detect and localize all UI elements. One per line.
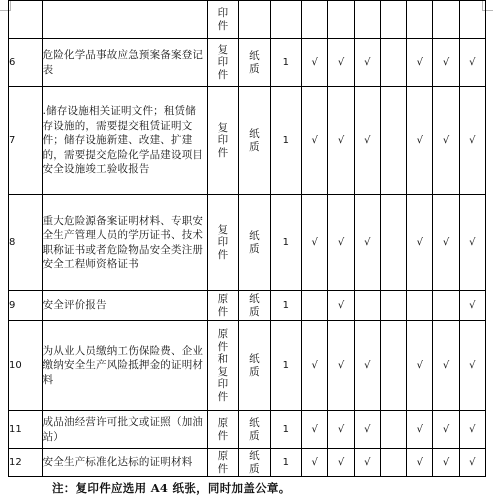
check-mark xyxy=(380,291,406,321)
cell-name xyxy=(42,1,207,39)
check-mark: √ xyxy=(459,411,485,449)
check-mark: √ xyxy=(459,449,485,477)
check-mark: √ xyxy=(302,411,328,449)
document-name: 为从业人员缴纳工伤保险费、企业缴纳安全生产风险抵押金的证明材料 xyxy=(42,321,207,411)
cell-check xyxy=(354,1,380,39)
table-row xyxy=(9,87,486,195)
row-number: 6 xyxy=(9,39,43,87)
check-mark: √ xyxy=(302,195,328,291)
check-mark xyxy=(302,291,328,321)
cell-check xyxy=(459,1,485,39)
check-mark: √ xyxy=(302,87,328,195)
materials-table xyxy=(8,0,486,477)
check-mark: √ xyxy=(354,39,380,87)
table-row xyxy=(9,195,486,291)
copy-count: 1 xyxy=(270,411,302,449)
check-mark xyxy=(380,87,406,195)
copy-count: 1 xyxy=(270,321,302,411)
check-mark xyxy=(380,449,406,477)
copy-count: 1 xyxy=(270,195,302,291)
check-mark: √ xyxy=(328,411,354,449)
check-mark: √ xyxy=(302,321,328,411)
check-mark: √ xyxy=(302,449,328,477)
check-mark: √ xyxy=(407,449,433,477)
document-name: 成品油经营许可批文或证照（加油站） xyxy=(42,411,207,449)
document-form: 复印件 xyxy=(207,195,239,291)
check-mark: √ xyxy=(302,39,328,87)
check-mark: √ xyxy=(407,411,433,449)
cell-count xyxy=(270,1,302,39)
document-medium: 纸质 xyxy=(239,411,271,449)
check-mark xyxy=(380,195,406,291)
check-mark: √ xyxy=(354,411,380,449)
check-mark: √ xyxy=(459,195,485,291)
cell-check xyxy=(302,1,328,39)
check-mark: √ xyxy=(407,39,433,87)
cell-check xyxy=(328,1,354,39)
check-mark: √ xyxy=(407,87,433,195)
cell-medium xyxy=(239,1,271,39)
document-medium: 纸质 xyxy=(239,195,271,291)
check-mark: √ xyxy=(459,39,485,87)
cell-check xyxy=(433,1,459,39)
document-medium: 纸质 xyxy=(239,321,271,411)
document-form: 原件 xyxy=(207,411,239,449)
document-medium: 纸质 xyxy=(239,291,271,321)
document-form: 原件和复印件 xyxy=(207,321,239,411)
document-name: 安全评价报告 xyxy=(42,291,207,321)
cell-num xyxy=(9,1,43,39)
document-medium: 纸质 xyxy=(239,87,271,195)
check-mark: √ xyxy=(328,449,354,477)
row-number: 7 xyxy=(9,87,43,195)
footnote: 注：复印件应选用 A4 纸张，同时加盖公章。 xyxy=(52,481,291,495)
table-row-partial xyxy=(9,1,486,39)
check-mark xyxy=(407,291,433,321)
check-mark: √ xyxy=(459,87,485,195)
document-medium: 纸质 xyxy=(239,39,271,87)
check-mark: √ xyxy=(354,87,380,195)
check-mark: √ xyxy=(433,87,459,195)
row-number: 9 xyxy=(9,291,43,321)
check-mark: √ xyxy=(459,321,485,411)
check-mark: √ xyxy=(407,321,433,411)
table-row xyxy=(9,411,486,449)
document-form: 原件 xyxy=(207,291,239,321)
copy-count: 1 xyxy=(270,291,302,321)
cell-check xyxy=(380,1,406,39)
table-row xyxy=(9,291,486,321)
cell-form: 印件 xyxy=(207,1,239,39)
check-mark: √ xyxy=(328,195,354,291)
check-mark: √ xyxy=(407,195,433,291)
check-mark xyxy=(354,291,380,321)
check-mark xyxy=(433,291,459,321)
row-number: 8 xyxy=(9,195,43,291)
document-name: 安全生产标准化达标的证明材料 xyxy=(42,449,207,477)
check-mark xyxy=(380,39,406,87)
table-row xyxy=(9,321,486,411)
check-mark: √ xyxy=(433,411,459,449)
check-mark: √ xyxy=(354,449,380,477)
document-form: 复印件 xyxy=(207,87,239,195)
document-form: 复印件 xyxy=(207,39,239,87)
copy-count: 1 xyxy=(270,39,302,87)
document-name: 重大危险源备案证明材料、专职安全生产管理人员的学历证书、技术职称证书或者危险物品安全类注册安全工程师资格证书 xyxy=(42,195,207,291)
check-mark: √ xyxy=(354,321,380,411)
row-number: 10 xyxy=(9,321,43,411)
check-mark: √ xyxy=(354,195,380,291)
check-mark: √ xyxy=(433,39,459,87)
check-mark xyxy=(380,411,406,449)
row-number: 12 xyxy=(9,449,43,477)
document-medium: 纸质 xyxy=(239,449,271,477)
document-name: 危险化学品事故应急预案备案登记表 xyxy=(42,39,207,87)
row-number: 11 xyxy=(9,411,43,449)
copy-count: 1 xyxy=(270,449,302,477)
table-row xyxy=(9,449,486,477)
check-mark: √ xyxy=(328,87,354,195)
check-mark: √ xyxy=(328,39,354,87)
check-mark: √ xyxy=(459,291,485,321)
check-mark: √ xyxy=(433,321,459,411)
document-name: .储存设施相关证明文件；租赁储存设施的，需要提交租赁证明文件；储存设施新建、改建、扩建的，需要提交危险化学品建设项目安全设施竣工验收报告 xyxy=(42,87,207,195)
document-form: 原件 xyxy=(207,449,239,477)
check-mark: √ xyxy=(433,195,459,291)
copy-count: 1 xyxy=(270,87,302,195)
cell-check xyxy=(407,1,433,39)
check-mark: √ xyxy=(328,291,354,321)
check-mark: √ xyxy=(328,321,354,411)
check-mark: √ xyxy=(433,449,459,477)
check-mark xyxy=(380,321,406,411)
table-row xyxy=(9,39,486,87)
